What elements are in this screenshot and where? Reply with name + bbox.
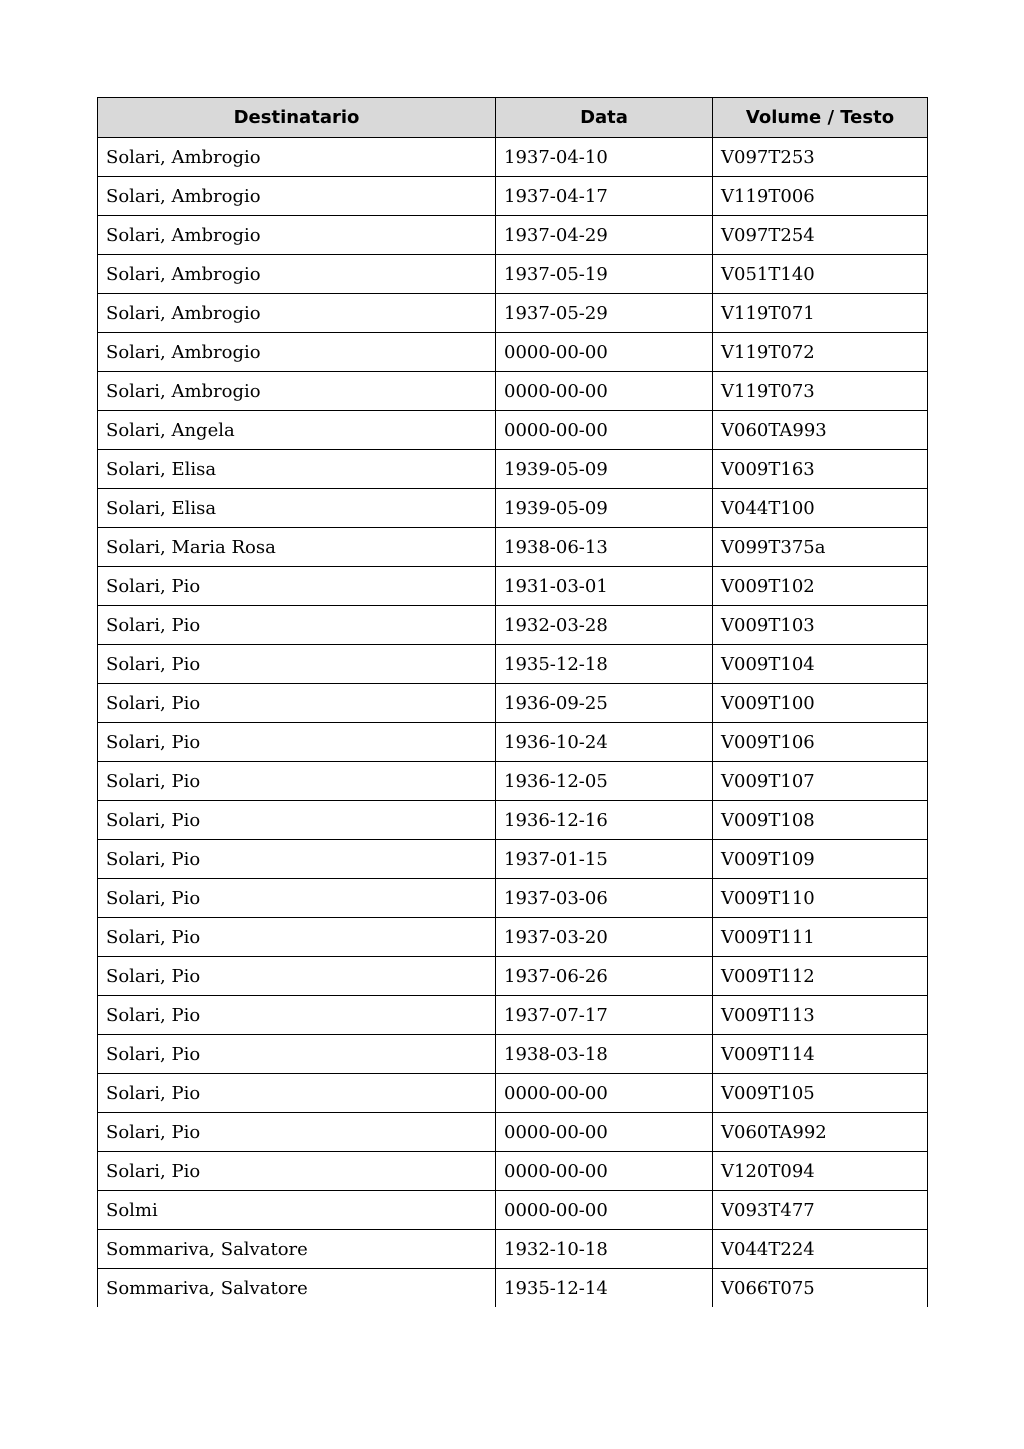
cell-data: 1937-04-17 — [496, 177, 713, 216]
table-header-row — [98, 98, 928, 138]
cell-volume-testo: V119T071 — [713, 294, 928, 333]
cell-volume-testo: V099T375a — [713, 528, 928, 567]
cell-volume-testo: V097T254 — [713, 216, 928, 255]
table-row — [98, 879, 928, 918]
cell-volume-testo: V009T109 — [713, 840, 928, 879]
cell-destinatario: Solari, Pio — [98, 645, 496, 684]
table-row — [98, 918, 928, 957]
cell-destinatario: Solari, Pio — [98, 1152, 496, 1191]
table-row — [98, 1074, 928, 1113]
cell-volume-testo: V009T111 — [713, 918, 928, 957]
cell-destinatario: Solari, Ambrogio — [98, 216, 496, 255]
cell-destinatario: Solari, Pio — [98, 723, 496, 762]
cell-data: 0000-00-00 — [496, 1152, 713, 1191]
cell-destinatario: Solari, Pio — [98, 606, 496, 645]
cell-destinatario: Solari, Pio — [98, 996, 496, 1035]
cell-destinatario: Solari, Pio — [98, 1113, 496, 1152]
table-row — [98, 567, 928, 606]
cell-destinatario: Solari, Ambrogio — [98, 255, 496, 294]
cell-destinatario: Solari, Pio — [98, 1074, 496, 1113]
cell-data: 1935-12-18 — [496, 645, 713, 684]
cell-destinatario: Solari, Ambrogio — [98, 294, 496, 333]
letters-index-table — [97, 97, 928, 1307]
cell-volume-testo: V097T253 — [713, 138, 928, 177]
cell-data: 1937-01-15 — [496, 840, 713, 879]
cell-data: 1938-06-13 — [496, 528, 713, 567]
cell-data: 1937-07-17 — [496, 996, 713, 1035]
table-row — [98, 216, 928, 255]
cell-destinatario: Solari, Maria Rosa — [98, 528, 496, 567]
cell-destinatario: Solari, Pio — [98, 957, 496, 996]
cell-volume-testo: V051T140 — [713, 255, 928, 294]
cell-data: 0000-00-00 — [496, 411, 713, 450]
cell-volume-testo: V009T163 — [713, 450, 928, 489]
table-row — [98, 1269, 928, 1308]
cell-volume-testo: V009T103 — [713, 606, 928, 645]
table-row — [98, 996, 928, 1035]
cell-volume-testo: V119T072 — [713, 333, 928, 372]
table-row — [98, 801, 928, 840]
cell-destinatario: Solari, Pio — [98, 684, 496, 723]
header-data: Data — [496, 98, 713, 138]
cell-data: 0000-00-00 — [496, 372, 713, 411]
cell-volume-testo: V060TA992 — [713, 1113, 928, 1152]
cell-data: 1939-05-09 — [496, 450, 713, 489]
header-destinatario: Destinatario — [98, 98, 496, 138]
cell-destinatario: Solari, Ambrogio — [98, 138, 496, 177]
cell-data: 1937-06-26 — [496, 957, 713, 996]
cell-destinatario: Solari, Ambrogio — [98, 372, 496, 411]
cell-volume-testo: V120T094 — [713, 1152, 928, 1191]
cell-volume-testo: V044T100 — [713, 489, 928, 528]
cell-destinatario: Solari, Elisa — [98, 450, 496, 489]
cell-destinatario: Solmi — [98, 1191, 496, 1230]
cell-data: 1937-05-19 — [496, 255, 713, 294]
cell-volume-testo: V009T102 — [713, 567, 928, 606]
cell-data: 1936-09-25 — [496, 684, 713, 723]
cell-destinatario: Solari, Ambrogio — [98, 333, 496, 372]
cell-volume-testo: V009T110 — [713, 879, 928, 918]
cell-data: 1936-12-05 — [496, 762, 713, 801]
cell-destinatario: Solari, Pio — [98, 879, 496, 918]
cell-volume-testo: V009T100 — [713, 684, 928, 723]
cell-volume-testo: V119T073 — [713, 372, 928, 411]
table-row — [98, 957, 928, 996]
table-row — [98, 411, 928, 450]
cell-data: 0000-00-00 — [496, 333, 713, 372]
table-row — [98, 762, 928, 801]
cell-destinatario: Solari, Elisa — [98, 489, 496, 528]
header-volume-testo: Volume / Testo — [713, 98, 928, 138]
table-row — [98, 138, 928, 177]
cell-volume-testo: V060TA993 — [713, 411, 928, 450]
table-row — [98, 177, 928, 216]
cell-volume-testo: V009T112 — [713, 957, 928, 996]
table-row — [98, 294, 928, 333]
cell-data: 1937-03-20 — [496, 918, 713, 957]
table-row — [98, 723, 928, 762]
cell-data: 1932-03-28 — [496, 606, 713, 645]
cell-volume-testo: V009T104 — [713, 645, 928, 684]
cell-volume-testo: V093T477 — [713, 1191, 928, 1230]
cell-volume-testo: V066T075 — [713, 1269, 928, 1308]
table-row — [98, 840, 928, 879]
cell-volume-testo: V119T006 — [713, 177, 928, 216]
table-row — [98, 645, 928, 684]
cell-data: 1937-04-29 — [496, 216, 713, 255]
cell-volume-testo: V009T105 — [713, 1074, 928, 1113]
table-row — [98, 1113, 928, 1152]
table-row — [98, 684, 928, 723]
table-row — [98, 528, 928, 567]
cell-destinatario: Solari, Pio — [98, 918, 496, 957]
cell-data: 0000-00-00 — [496, 1113, 713, 1152]
cell-destinatario: Solari, Angela — [98, 411, 496, 450]
cell-destinatario: Solari, Pio — [98, 801, 496, 840]
cell-destinatario: Solari, Pio — [98, 762, 496, 801]
cell-data: 1939-05-09 — [496, 489, 713, 528]
cell-destinatario: Sommariva, Salvatore — [98, 1269, 496, 1308]
cell-data: 1938-03-18 — [496, 1035, 713, 1074]
table-row — [98, 255, 928, 294]
table-row — [98, 1230, 928, 1269]
cell-volume-testo: V009T113 — [713, 996, 928, 1035]
cell-data: 1937-03-06 — [496, 879, 713, 918]
cell-volume-testo: V009T108 — [713, 801, 928, 840]
cell-destinatario: Solari, Pio — [98, 567, 496, 606]
cell-data: 0000-00-00 — [496, 1074, 713, 1113]
cell-volume-testo: V009T106 — [713, 723, 928, 762]
cell-data: 1936-12-16 — [496, 801, 713, 840]
cell-data: 1936-10-24 — [496, 723, 713, 762]
cell-volume-testo: V044T224 — [713, 1230, 928, 1269]
cell-volume-testo: V009T107 — [713, 762, 928, 801]
cell-data: 1931-03-01 — [496, 567, 713, 606]
cell-destinatario: Solari, Ambrogio — [98, 177, 496, 216]
cell-data: 1937-05-29 — [496, 294, 713, 333]
table-row — [98, 606, 928, 645]
table-row — [98, 1191, 928, 1230]
cell-data: 1937-04-10 — [496, 138, 713, 177]
cell-data: 0000-00-00 — [496, 1191, 713, 1230]
table-row — [98, 1152, 928, 1191]
cell-destinatario: Sommariva, Salvatore — [98, 1230, 496, 1269]
cell-destinatario: Solari, Pio — [98, 840, 496, 879]
table-row — [98, 333, 928, 372]
cell-destinatario: Solari, Pio — [98, 1035, 496, 1074]
cell-volume-testo: V009T114 — [713, 1035, 928, 1074]
cell-data: 1935-12-14 — [496, 1269, 713, 1308]
table-row — [98, 489, 928, 528]
table-row — [98, 1035, 928, 1074]
table-row — [98, 450, 928, 489]
cell-data: 1932-10-18 — [496, 1230, 713, 1269]
table-body — [98, 138, 928, 1308]
table-row — [98, 372, 928, 411]
